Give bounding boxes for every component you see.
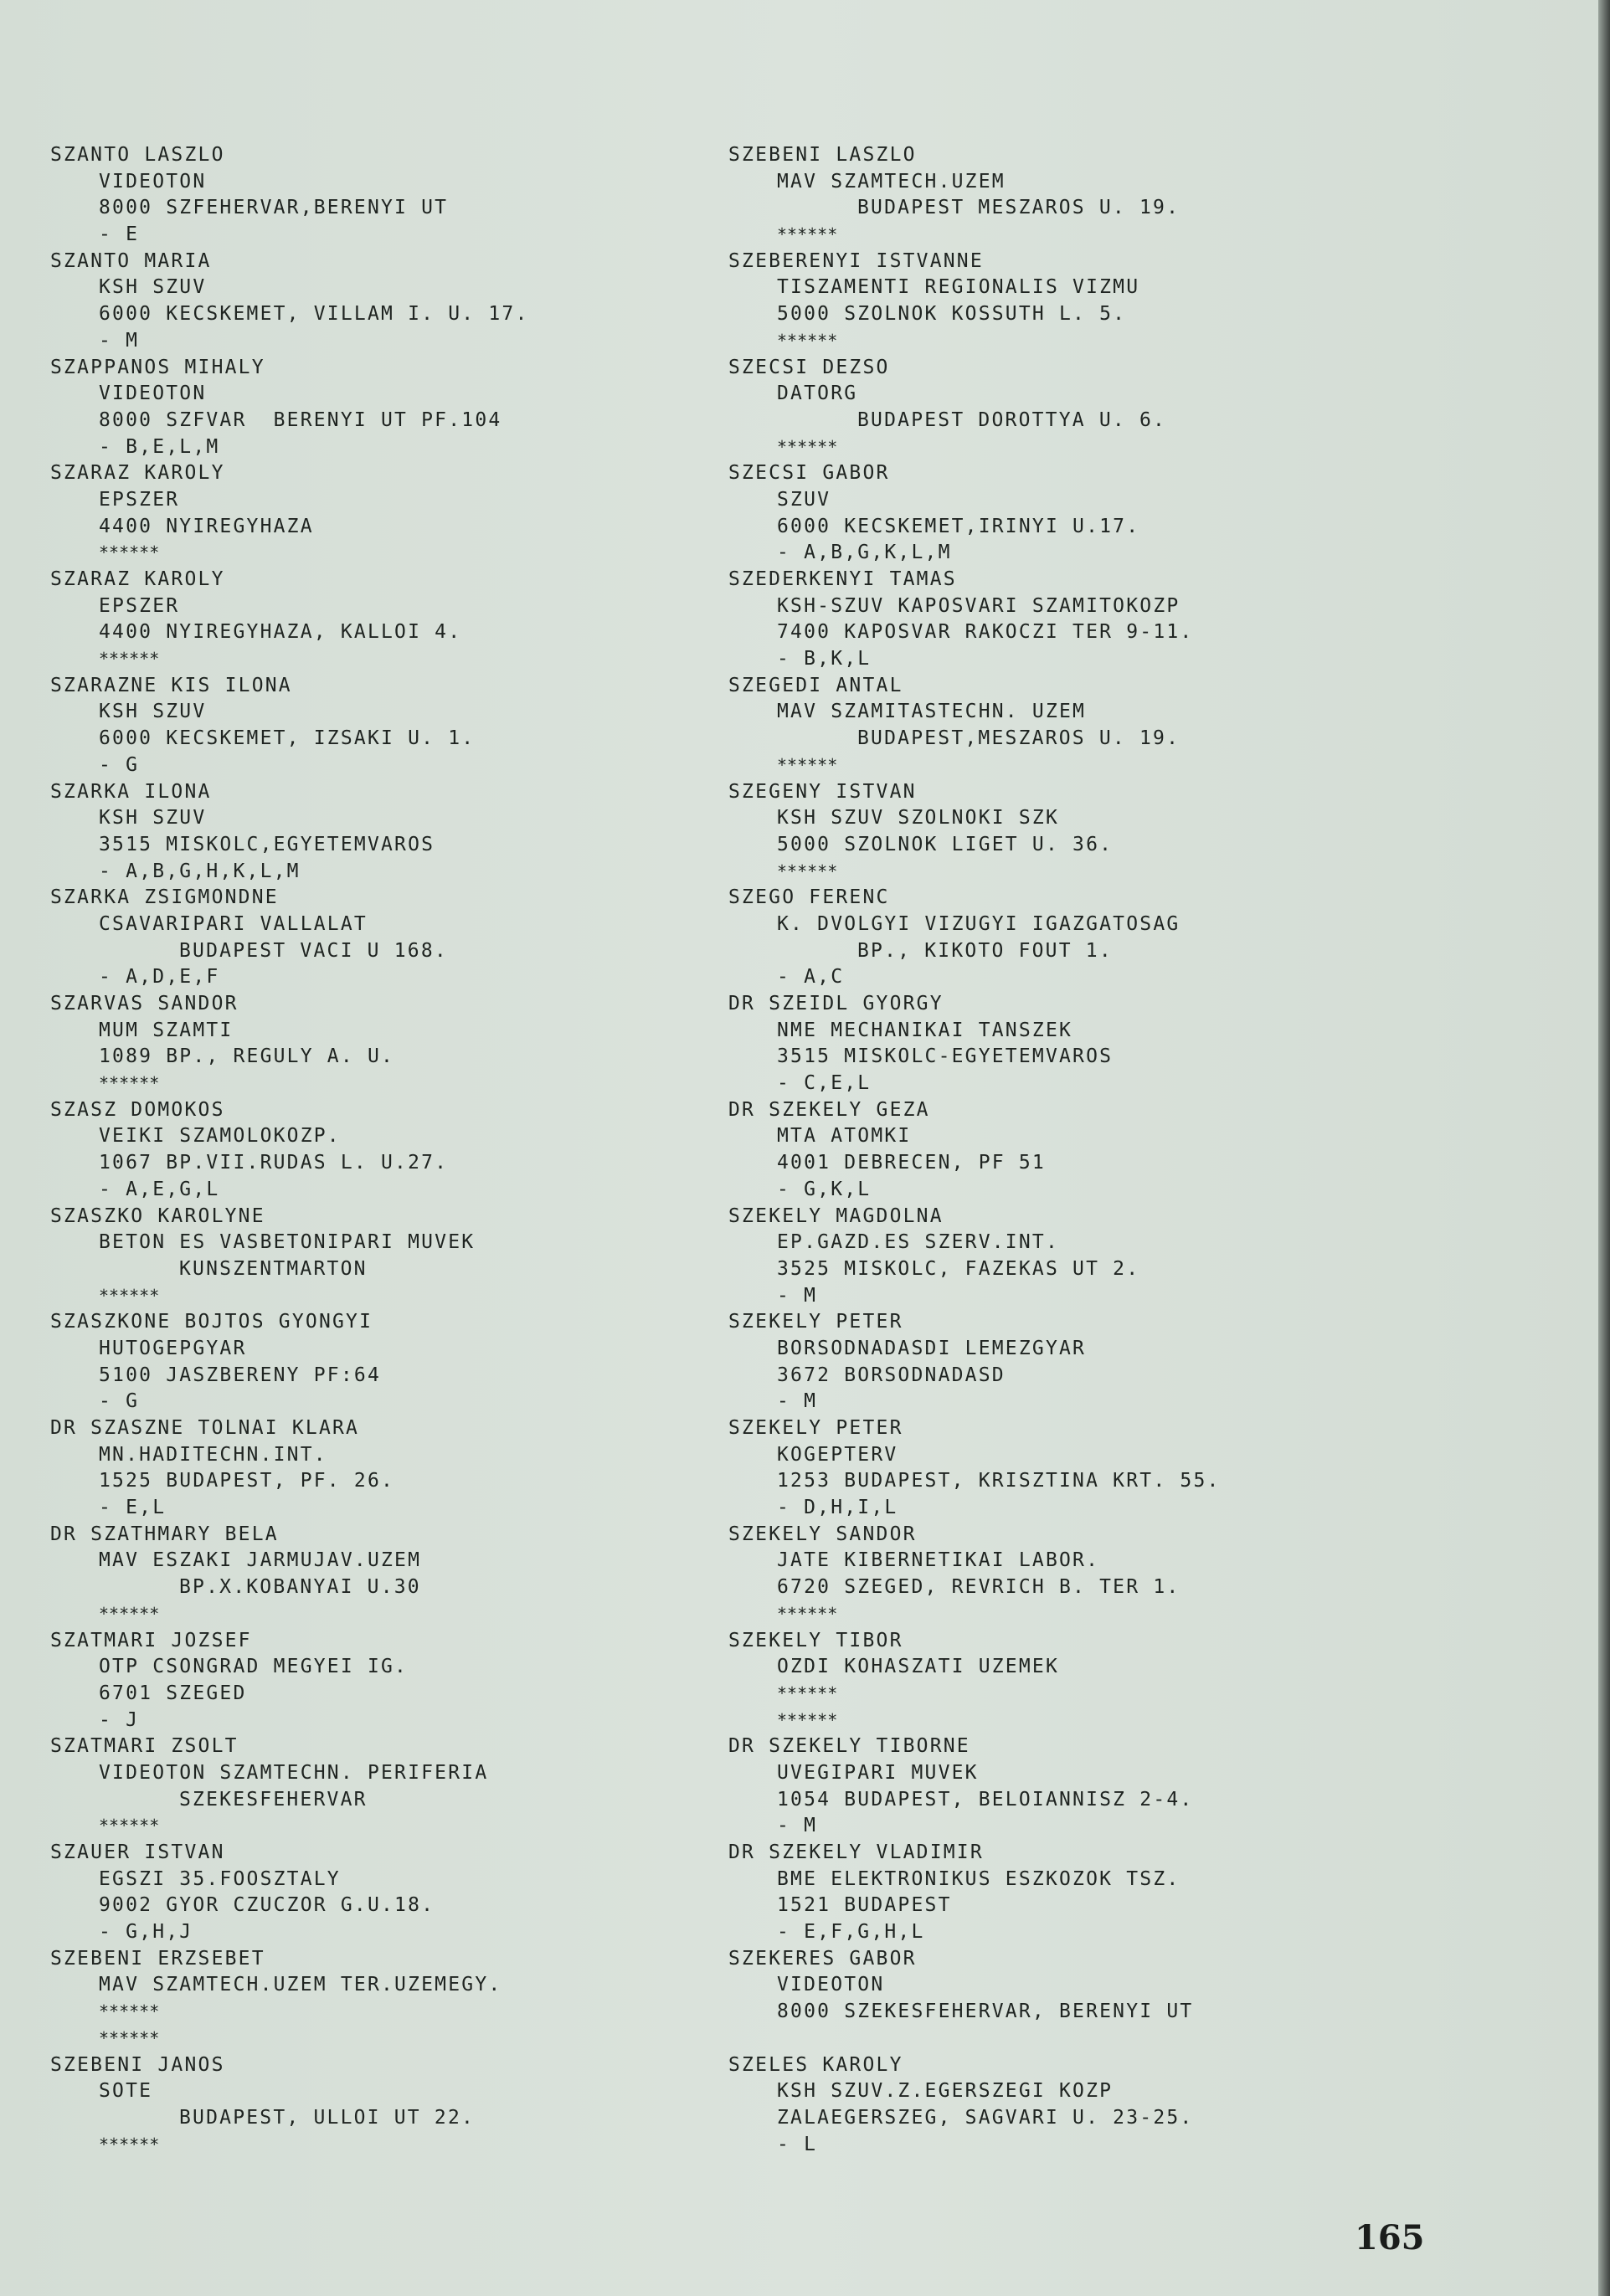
- entry-name: SZEKELY MAGDOLNA: [728, 1205, 944, 1227]
- entry-organization: EGSZI 35.FOOSZTALY: [99, 1867, 341, 1890]
- entry-stars: ******: [99, 1285, 160, 1306]
- directory-entry: [728, 1946, 1221, 2052]
- entry-address: ZALAEGERSZEG, SAGVARI U. 23-25.: [777, 2106, 1194, 2129]
- directory-entry: [50, 885, 529, 991]
- entry-organization: KSH SZUV.Z.EGERSZEGI KOZP: [777, 2080, 1114, 2103]
- entry-organization: OZDI KOHASZATI UZEMEK: [777, 1656, 1059, 1678]
- entry-codes: - J: [99, 1708, 140, 1731]
- entry-address: 3525 MISKOLC, FAZEKAS UT 2.: [777, 1257, 1140, 1280]
- entry-organization: EPSZER: [99, 488, 180, 511]
- entry-address: 6000 KECSKEMET,IRINYI U.17.: [777, 515, 1140, 537]
- directory-entry: [728, 1309, 1221, 1415]
- entry-address: BUDAPEST MESZAROS U. 19.: [857, 197, 1180, 219]
- entry-stars: ******: [777, 224, 838, 245]
- directory-entry: [50, 1946, 529, 2052]
- entry-address: BUDAPEST, ULLOI UT 22.: [179, 2106, 476, 2129]
- entry-organization: MAV ESZAKI JARMUJAV.UZEM: [99, 1549, 422, 1572]
- entry-stars: ******: [777, 436, 838, 457]
- entry-address: 8000 SZFVAR BERENYI UT PF.104: [99, 408, 502, 431]
- entry-stars: ******: [99, 1603, 160, 1624]
- entry-codes: - D,H,I,L: [777, 1497, 898, 1519]
- entry-organization: HUTOGEPGYAR: [99, 1337, 247, 1359]
- entry-address: 8000 SZFEHERVAR,BERENYI UT: [99, 197, 449, 219]
- entry-address: 3515 MISKOLC-EGYETEMVAROS: [777, 1045, 1114, 1068]
- directory-entry: [728, 1204, 1221, 1310]
- entry-stars: ******: [777, 330, 838, 351]
- entry-name: SZECSI GABOR: [728, 462, 890, 485]
- entry-name: SZEKELY TIBOR: [728, 1629, 903, 1651]
- entry-address: [728, 2026, 1221, 2052]
- entry-name: DR SZEKELY TIBORNE: [728, 1735, 970, 1758]
- entry-address: 1525 BUDAPEST, PF. 26.: [99, 1470, 395, 1492]
- entry-address: 7400 KAPOSVAR RAKOCZI TER 9-11.: [777, 621, 1194, 644]
- entry-address: 1521 BUDAPEST: [777, 1894, 952, 1917]
- entry-name: SZEBERENYI ISTVANNE: [728, 249, 984, 272]
- entry-name: DR SZATHMARY BELA: [50, 1523, 279, 1545]
- entry-name: SZANTO MARIA: [50, 249, 212, 272]
- entry-address: 3672 BORSODNADASD: [777, 1364, 1006, 1386]
- entry-address: SZEKESFEHERVAR: [179, 1788, 368, 1811]
- entry-codes: - E,F,G,H,L: [777, 1921, 925, 1944]
- entry-organization: EPSZER: [99, 594, 180, 617]
- entry-address: 6000 KECSKEMET, VILLAM I. U. 17.: [99, 303, 529, 326]
- entry-stars: ******: [99, 2027, 160, 2048]
- directory-entry: [728, 2052, 1221, 2159]
- directory-entry: [50, 460, 529, 567]
- entry-name: SZEBENI ERZSEBET: [50, 1947, 265, 1970]
- entry-address: 1067 BP.VII.RUDAS L. U.27.: [99, 1152, 449, 1174]
- directory-entry: [50, 673, 529, 779]
- directory-entry: [728, 1734, 1221, 1840]
- entry-address: 1054 BUDAPEST, BELOIANNISZ 2-4.: [777, 1788, 1194, 1811]
- directory-entry: [50, 567, 529, 673]
- entry-organization: MAV SZAMTECH.UZEM: [777, 170, 1006, 193]
- entry-organization: KSH SZUV: [99, 276, 207, 299]
- entry-name: SZARKA ILONA: [50, 780, 212, 803]
- entry-stars: ******: [99, 1073, 160, 1094]
- directory-entry: [728, 567, 1221, 673]
- entry-address: BUDAPEST VACI U 168.: [179, 939, 448, 962]
- entry-organization: JATE KIBERNETIKAI LABOR.: [777, 1549, 1100, 1572]
- entry-name: SZASZKONE BOJTOS GYONGYI: [50, 1311, 373, 1333]
- entry-name: SZASZKO KAROLYNE: [50, 1205, 265, 1227]
- entry-codes: - A,B,G,H,K,L,M: [99, 860, 301, 882]
- entry-stars: ******: [777, 860, 838, 881]
- entry-address: BP.X.KOBANYAI U.30: [179, 1576, 421, 1599]
- entry-name: SZEGENY ISTVAN: [728, 780, 917, 803]
- entry-codes: - C,E,L: [777, 1072, 872, 1095]
- entry-name: DR SZEIDL GYORGY: [728, 993, 944, 1014]
- entry-stars: ******: [99, 2001, 160, 2022]
- entry-address: BUDAPEST,MESZAROS U. 19.: [857, 727, 1180, 750]
- entry-stars: ******: [777, 1603, 838, 1624]
- directory-entry: [50, 142, 529, 249]
- entry-codes: - M: [99, 329, 140, 352]
- entry-organization: MN.HADITECHN.INT.: [99, 1443, 327, 1466]
- entry-address: 8000 SZEKESFEHERVAR, BERENYI UT: [777, 2001, 1194, 2023]
- entry-name: SZARAZ KAROLY: [50, 568, 225, 590]
- directory-entry: [50, 1840, 529, 1946]
- entry-codes: - B,K,L: [777, 648, 872, 670]
- entry-codes: - G,H,J: [99, 1921, 193, 1944]
- entry-organization: EP.GAZD.ES SZERV.INT.: [777, 1231, 1059, 1254]
- directory-entry: [728, 460, 1221, 567]
- entry-organization: KSH-SZUV KAPOSVARI SZAMITOKOZP: [777, 594, 1180, 617]
- entry-address: 1089 BP., REGULY A. U.: [99, 1045, 395, 1068]
- page-edge-shadow: [1598, 0, 1610, 2296]
- entry-stars: ******: [99, 1816, 160, 1836]
- entry-name: SZANTO LASZLO: [50, 144, 225, 166]
- entry-organization: VIDEOTON: [99, 170, 207, 193]
- entry-codes: - G: [99, 1390, 140, 1413]
- page-number: 165: [1355, 2218, 1425, 2257]
- entry-address: 4001 DEBRECEN, PF 51: [777, 1152, 1046, 1174]
- directory-entry: [50, 1628, 529, 1734]
- entry-organization: VIDEOTON: [777, 1974, 885, 1996]
- entry-organization: BME ELEKTRONIKUS ESZKOZOK TSZ.: [777, 1867, 1180, 1890]
- entry-name: DR SZEKELY GEZA: [728, 1098, 930, 1121]
- entry-codes: - M: [777, 1284, 818, 1307]
- entry-address: BP., KIKOTO FOUT 1.: [857, 939, 1113, 962]
- directory-entry: [728, 249, 1221, 355]
- directory-entry: [50, 779, 529, 886]
- entry-name: SZEKELY PETER: [728, 1311, 903, 1333]
- directory-entry: [728, 1628, 1221, 1734]
- directory-entry: [50, 1309, 529, 1415]
- entry-name: SZECSI DEZSO: [728, 356, 890, 378]
- directory-entry: [728, 1097, 1221, 1204]
- entry-address: 4400 NYIREGYHAZA, KALLOI 4.: [99, 621, 462, 644]
- entry-codes: - A,D,E,F: [99, 966, 220, 989]
- directory-entry: [50, 355, 529, 461]
- entry-codes: - M: [777, 1815, 818, 1837]
- entry-organization: CSAVARIPARI VALLALAT: [99, 912, 368, 935]
- entry-codes: - G: [99, 753, 140, 776]
- entry-organization: MUM SZAMTI: [99, 1019, 234, 1041]
- entry-name: SZASZ DOMOKOS: [50, 1098, 225, 1121]
- entry-organization: NME MECHANIKAI TANSZEK: [777, 1019, 1073, 1041]
- entry-organization: TISZAMENTI REGIONALIS VIZMU: [777, 276, 1140, 299]
- entry-codes: - L: [777, 2133, 818, 2155]
- entry-stars: ******: [777, 754, 838, 775]
- entry-address: 5000 SZOLNOK KOSSUTH L. 5.: [777, 303, 1127, 326]
- directory-entry: [728, 355, 1221, 461]
- entry-codes: - A,B,G,K,L,M: [777, 542, 952, 564]
- directory-entry: [50, 1734, 529, 1840]
- entry-name: SZEGEDI ANTAL: [728, 674, 903, 696]
- directory-entry: [728, 673, 1221, 779]
- entry-organization: DATORG: [777, 383, 858, 405]
- directory-entry: [50, 249, 529, 355]
- directory-entry: [50, 1097, 529, 1204]
- entry-name: SZARKA ZSIGMONDNE: [50, 886, 279, 909]
- entry-organization: K. DVOLGYI VIZUGYI IGAZGATOSAG: [777, 912, 1180, 935]
- directory-entry: [728, 1415, 1221, 1522]
- entry-organization: MTA ATOMKI: [777, 1125, 912, 1148]
- directory-entry: [50, 2052, 529, 2159]
- directory-entry: [728, 991, 1221, 1097]
- entry-codes: - M: [777, 1390, 818, 1413]
- entry-codes: - E,L: [99, 1497, 167, 1519]
- entry-address: 6720 SZEGED, REVRICH B. TER 1.: [777, 1576, 1180, 1599]
- directory-entry: [50, 991, 529, 1097]
- entry-address: 5000 SZOLNOK LIGET U. 36.: [777, 833, 1114, 855]
- entry-organization: SZUV: [777, 488, 831, 511]
- entry-codes: - E: [99, 223, 140, 246]
- entry-organization: UVEGIPARI MUVEK: [777, 1761, 979, 1784]
- entry-address: 9002 GYOR CZUCZOR G.U.18.: [99, 1894, 435, 1917]
- entry-codes: - A,C: [777, 966, 845, 989]
- directory-entry: [728, 779, 1221, 886]
- entry-address: 5100 JASZBERENY PF:64: [99, 1364, 381, 1386]
- entry-address: BUDAPEST DOROTTYA U. 6.: [857, 408, 1167, 431]
- entry-codes: - B,E,L,M: [99, 435, 220, 458]
- directory-entry: [728, 1840, 1221, 1946]
- entry-stars: ******: [99, 649, 160, 670]
- entry-organization: VIDEOTON SZAMTECHN. PERIFERIA: [99, 1761, 489, 1784]
- directory-entry: [728, 885, 1221, 991]
- entry-name: SZEKERES GABOR: [728, 1947, 917, 1970]
- directory-entry: [50, 1415, 529, 1522]
- left-column: [50, 142, 529, 2158]
- directory-entry: [50, 1522, 529, 1628]
- entry-name: SZARVAS SANDOR: [50, 993, 239, 1014]
- entry-organization: KSH SZUV: [99, 701, 207, 723]
- entry-name: SZEBENI LASZLO: [728, 144, 917, 166]
- entry-stars: ******: [777, 1682, 838, 1703]
- right-column: [728, 142, 1221, 2158]
- entry-stars: ******: [99, 542, 160, 563]
- directory-entry: [728, 1522, 1221, 1628]
- entry-organization: VEIKI SZAMOLOKOZP.: [99, 1125, 341, 1148]
- entry-organization: SOTE: [99, 2080, 153, 2103]
- entry-address: 3515 MISKOLC,EGYETEMVAROS: [99, 833, 435, 855]
- entry-organization: OTP CSONGRAD MEGYEI IG.: [99, 1656, 409, 1678]
- entry-organization: KSH SZUV SZOLNOKI SZK: [777, 807, 1059, 830]
- entry-name: SZATMARI ZSOLT: [50, 1735, 239, 1758]
- entry-address: 4400 NYIREGYHAZA: [99, 515, 314, 537]
- entry-codes: - A,E,G,L: [99, 1178, 220, 1200]
- entry-name: SZEBENI JANOS: [50, 2053, 225, 2076]
- entry-name: SZEDERKENYI TAMAS: [728, 568, 957, 590]
- entry-name: SZATMARI JOZSEF: [50, 1629, 252, 1651]
- entry-name: SZEKELY SANDOR: [728, 1523, 917, 1545]
- entry-address: 1253 BUDAPEST, KRISZTINA KRT. 55.: [777, 1470, 1221, 1492]
- entry-name: SZAUER ISTVAN: [50, 1841, 225, 1863]
- entry-organization: BETON ES VASBETONIPARI MUVEK: [99, 1231, 476, 1254]
- entry-address: KUNSZENTMARTON: [179, 1257, 368, 1280]
- entry-name: SZELES KAROLY: [728, 2053, 903, 2076]
- entry-name: SZEGO FERENC: [728, 886, 890, 909]
- entry-address: 6000 KECSKEMET, IZSAKI U. 1.: [99, 727, 476, 750]
- entry-address: 6701 SZEGED: [99, 1682, 247, 1704]
- entry-codes: - G,K,L: [777, 1178, 872, 1200]
- entry-name: DR SZASZNE TOLNAI KLARA: [50, 1417, 360, 1439]
- entry-name: SZARAZ KAROLY: [50, 462, 225, 485]
- directory-entry: [50, 1204, 529, 1310]
- directory-entry: [728, 142, 1221, 249]
- entry-organization: MAV SZAMTECH.UZEM TER.UZEMEGY.: [99, 1974, 502, 1996]
- entry-organization: KSH SZUV: [99, 807, 207, 830]
- entry-stars: ******: [99, 2134, 160, 2155]
- entry-name: SZEKELY PETER: [728, 1417, 903, 1439]
- entry-name: SZARAZNE KIS ILONA: [50, 674, 292, 696]
- entry-organization: KOGEPTERV: [777, 1443, 898, 1466]
- entry-organization: VIDEOTON: [99, 383, 207, 405]
- entry-organization: BORSODNADASDI LEMEZGYAR: [777, 1337, 1087, 1359]
- entry-organization: MAV SZAMITASTECHN. UZEM: [777, 701, 1087, 723]
- entry-name: SZAPPANOS MIHALY: [50, 356, 265, 378]
- entry-name: DR SZEKELY VLADIMIR: [728, 1841, 984, 1863]
- entry-stars: ******: [777, 1709, 838, 1730]
